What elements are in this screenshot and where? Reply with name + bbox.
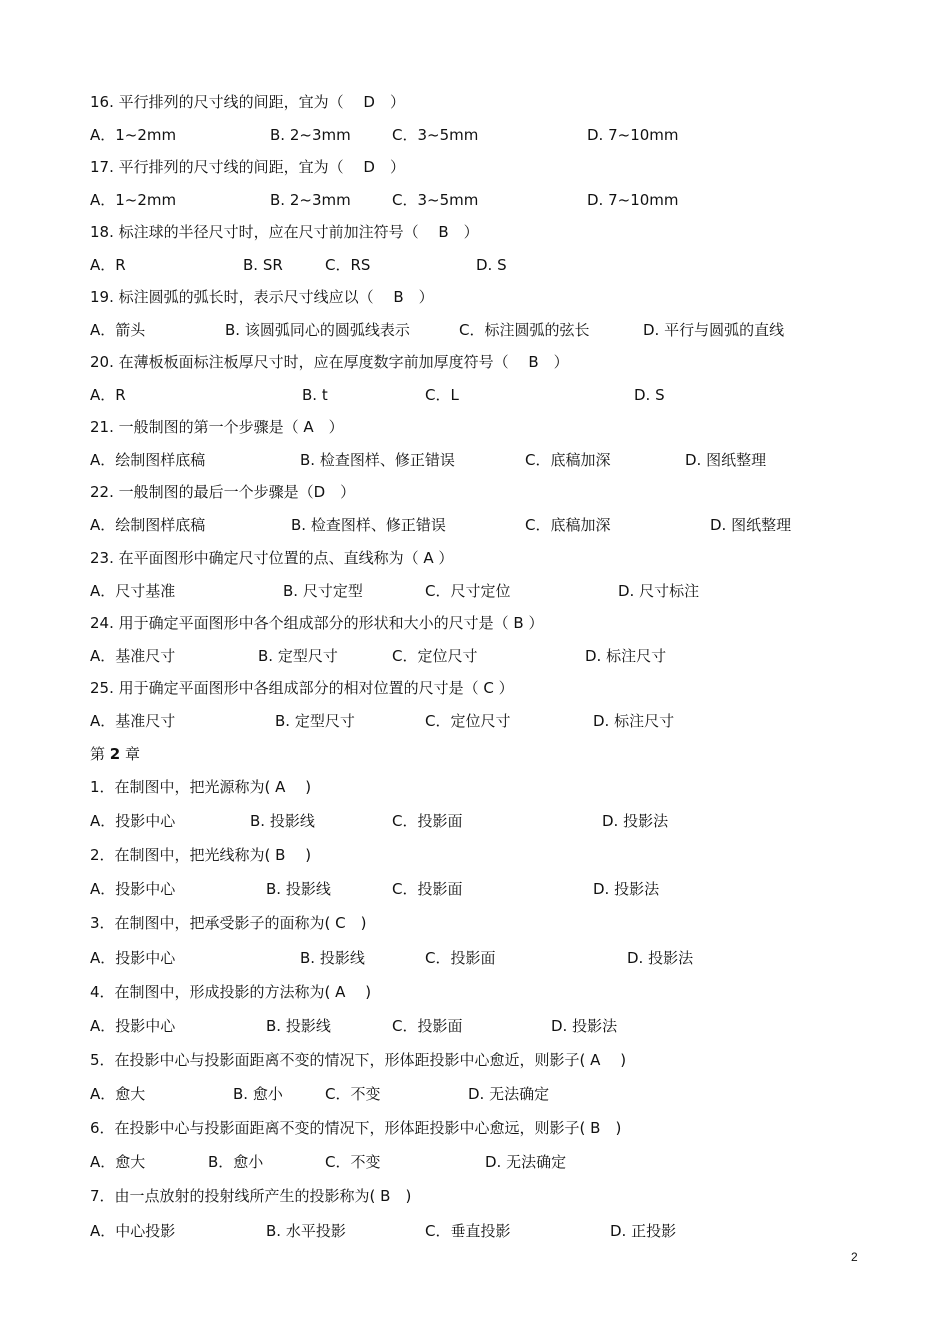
option-a: A．中心投影 — [90, 1222, 176, 1240]
option-a: A．R — [90, 386, 126, 404]
page-number: 2 — [851, 1250, 858, 1264]
ch2-question-1 — [90, 774, 311, 800]
question-25 — [90, 675, 514, 701]
chapter-prefix: 第 — [90, 745, 110, 763]
question-20 — [90, 349, 569, 375]
option-b: B. 水平投影 — [266, 1222, 346, 1240]
option-d: D. S — [634, 386, 665, 404]
option-d: D. 图纸整理 — [685, 451, 767, 469]
question-21 — [90, 414, 344, 440]
option-b: B. 定型尺寸 — [275, 712, 355, 730]
question-stem: 2．在制图中，把光线称为( B ) — [90, 846, 312, 864]
question-stem: 7．由一点放射的投射线所产生的投影称为( B ) — [90, 1187, 412, 1205]
option-d: D. 无法确定 — [468, 1085, 550, 1103]
option-c: C．尺寸定位 — [425, 582, 511, 600]
option-b: B. 投影线 — [266, 1017, 331, 1035]
option-c: C．L — [425, 386, 459, 404]
option-b: B. 检查图样、修正错误 — [291, 516, 446, 534]
option-d: D. 平行与圆弧的直线 — [643, 321, 785, 339]
option-b: B. 2~3mm — [270, 126, 351, 144]
question-24 — [90, 610, 543, 636]
option-d: D. 正投影 — [610, 1222, 677, 1240]
option-c: C．RS — [325, 256, 371, 274]
option-a: A．绘制图样底稿 — [90, 516, 206, 534]
option-c: C．底稿加深 — [525, 451, 611, 469]
chapter-heading — [90, 741, 140, 767]
option-b: B. 投影线 — [250, 812, 315, 830]
option-d: D. 标注尺寸 — [593, 712, 675, 730]
question-stem: 20. 在薄板板面标注板厚尺寸时，应在厚度数字前加厚度符号（ B ） — [90, 353, 569, 371]
option-c: C．定位尺寸 — [392, 647, 478, 665]
option-a: A．绘制图样底稿 — [90, 451, 206, 469]
option-b: B. 投影线 — [266, 880, 331, 898]
option-b: B. 投影线 — [300, 949, 365, 967]
option-d: D. 投影法 — [602, 812, 669, 830]
option-d: D. 无法确定 — [485, 1153, 567, 1171]
option-d: D. 标注尺寸 — [585, 647, 667, 665]
option-a: A．愈大 — [90, 1153, 146, 1171]
option-b: B．愈小 — [208, 1153, 264, 1171]
question-17 — [90, 154, 405, 180]
option-c: C．3~5mm — [392, 191, 479, 209]
question-stem: 6．在投影中心与投影面距离不变的情况下，形体距投影中心愈远，则影子( B ) — [90, 1119, 622, 1137]
question-19 — [90, 284, 434, 310]
option-a: A．1~2mm — [90, 191, 177, 209]
option-c: C．标注圆弧的弦长 — [459, 321, 590, 339]
question-stem: 5．在投影中心与投影面距离不变的情况下，形体距投影中心愈近，则影子( A ) — [90, 1051, 627, 1069]
option-c: C．底稿加深 — [525, 516, 611, 534]
question-stem: 21. 一般制图的第一个步骤是（ A ） — [90, 418, 344, 436]
option-b: B. 定型尺寸 — [258, 647, 338, 665]
option-c: C．垂直投影 — [425, 1222, 511, 1240]
question-stem: 17. 平行排列的尺寸线的间距，宜为（ D ） — [90, 158, 405, 176]
option-b: B. 尺寸定型 — [283, 582, 363, 600]
question-stem: 18. 标注球的半径尺寸时，应在尺寸前加注符号（ B ） — [90, 223, 479, 241]
option-d: D. 尺寸标注 — [618, 582, 700, 600]
option-d: D. 图纸整理 — [710, 516, 792, 534]
option-b: B. 检查图样、修正错误 — [300, 451, 455, 469]
chapter-suffix: 章 — [120, 745, 140, 763]
chapter-number: 2 — [109, 745, 121, 763]
option-c: C．不变 — [325, 1153, 381, 1171]
ch2-question-4 — [90, 979, 371, 1005]
question-stem: 4．在制图中，形成投影的方法称为( A ) — [90, 983, 372, 1001]
option-d: D. 投影法 — [551, 1017, 618, 1035]
option-b: B. 愈小 — [233, 1085, 283, 1103]
ch2-question-7 — [90, 1183, 411, 1209]
option-b: B. 该圆弧同心的圆弧线表示 — [225, 321, 410, 339]
option-a: A．1~2mm — [90, 126, 177, 144]
question-stem: 25. 用于确定平面图形中各组成部分的相对位置的尺寸是（ C ） — [90, 679, 514, 697]
option-a: A．投影中心 — [90, 812, 176, 830]
ch2-question-5 — [90, 1047, 626, 1073]
question-stem: 16. 平行排列的尺寸线的间距，宜为（ D ） — [90, 93, 405, 111]
ch2-question-6 — [90, 1115, 621, 1141]
ch2-question-3 — [90, 910, 367, 936]
question-16 — [90, 89, 405, 115]
ch2-question-2 — [90, 842, 311, 868]
option-c: C．投影面 — [392, 1017, 463, 1035]
option-a: A．愈大 — [90, 1085, 146, 1103]
option-c: C．不变 — [325, 1085, 381, 1103]
option-a: A．投影中心 — [90, 880, 176, 898]
option-a: A．投影中心 — [90, 1017, 176, 1035]
option-a: A．尺寸基准 — [90, 582, 176, 600]
question-23 — [90, 545, 453, 571]
question-stem: 3．在制图中，把承受影子的面称为( C ) — [90, 914, 367, 932]
option-c: C．3~5mm — [392, 126, 479, 144]
option-a: A．基准尺寸 — [90, 647, 176, 665]
question-stem: 23. 在平面图形中确定尺寸位置的点、直线称为（ A ） — [90, 549, 454, 567]
option-a: A．箭头 — [90, 321, 146, 339]
option-d: D. 7~10mm — [587, 191, 679, 209]
question-18 — [90, 219, 479, 245]
option-a: A．投影中心 — [90, 949, 176, 967]
option-a: A．基准尺寸 — [90, 712, 176, 730]
option-d: D. 投影法 — [593, 880, 660, 898]
option-b: B. t — [302, 386, 328, 404]
option-d: D. 7~10mm — [587, 126, 679, 144]
option-c: C．投影面 — [392, 880, 463, 898]
option-b: B. 2~3mm — [270, 191, 351, 209]
question-22 — [90, 479, 355, 505]
question-stem: 22. 一般制图的最后一个步骤是（D ） — [90, 483, 356, 501]
option-a: A．R — [90, 256, 126, 274]
question-stem: 24. 用于确定平面图形中各个组成部分的形状和大小的尺寸是（ B ） — [90, 614, 544, 632]
question-stem: 19. 标注圆弧的弧长时，表示尺寸线应以（ B ） — [90, 288, 434, 306]
option-c: C．定位尺寸 — [425, 712, 511, 730]
option-d: D. 投影法 — [627, 949, 694, 967]
option-c: C．投影面 — [392, 812, 463, 830]
option-b: B. SR — [243, 256, 283, 274]
option-c: C．投影面 — [425, 949, 496, 967]
question-stem: 1．在制图中，把光源称为( A ) — [90, 778, 312, 796]
option-d: D. S — [476, 256, 507, 274]
